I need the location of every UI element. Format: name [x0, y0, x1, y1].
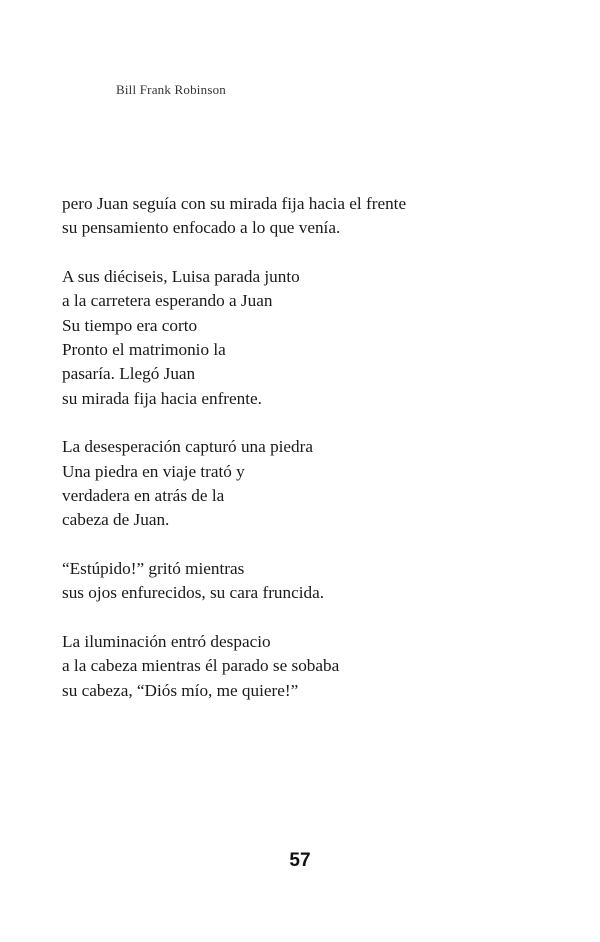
poem-line: sus ojos enfurecidos, su cara fruncida. — [62, 583, 325, 603]
stanza-5 — [62, 630, 562, 703]
poem-line: La desesperación capturó una piedra — [62, 437, 314, 457]
poem-line: Su tiempo era corto — [62, 315, 198, 335]
poem-line: pasaría. Llegó Juan — [62, 364, 196, 384]
page-number: 57 — [289, 850, 311, 871]
poem-line: Una piedra en viaje trató y — [62, 461, 245, 481]
poem-line: a la carretera esperando a Juan — [62, 291, 273, 311]
poem-line: su mirada fija hacia enfrente. — [62, 388, 262, 408]
poem-line: La iluminación entró despacio — [62, 631, 271, 651]
stanza-1 — [62, 192, 562, 241]
poem-line: cabeza de Juan. — [62, 510, 170, 530]
poem-line: A sus diéciseis, Luisa parada junto — [62, 266, 300, 286]
poem-line: verdadera en atrás de la — [62, 486, 225, 506]
stanza-4 — [62, 557, 562, 606]
poem-line: pero Juan seguía con su mirada fija hacia el frente — [62, 194, 407, 213]
running-header-author: Bill Frank Robinson — [116, 82, 226, 97]
stanza-2 — [62, 265, 562, 411]
poem-body — [62, 192, 562, 727]
poem-line: su pensamiento enfocado a lo que venía. — [62, 218, 341, 238]
poem-line: Pronto el matrimonio la — [62, 340, 226, 360]
poem-line: “Estúpido!” gritó mientras — [62, 558, 245, 578]
stanza-3 — [62, 435, 562, 533]
poem-line: su cabeza, “Diós mío, me quiere!” — [62, 680, 299, 700]
poem-line: a la cabeza mientras él parado se sobaba — [62, 656, 340, 676]
